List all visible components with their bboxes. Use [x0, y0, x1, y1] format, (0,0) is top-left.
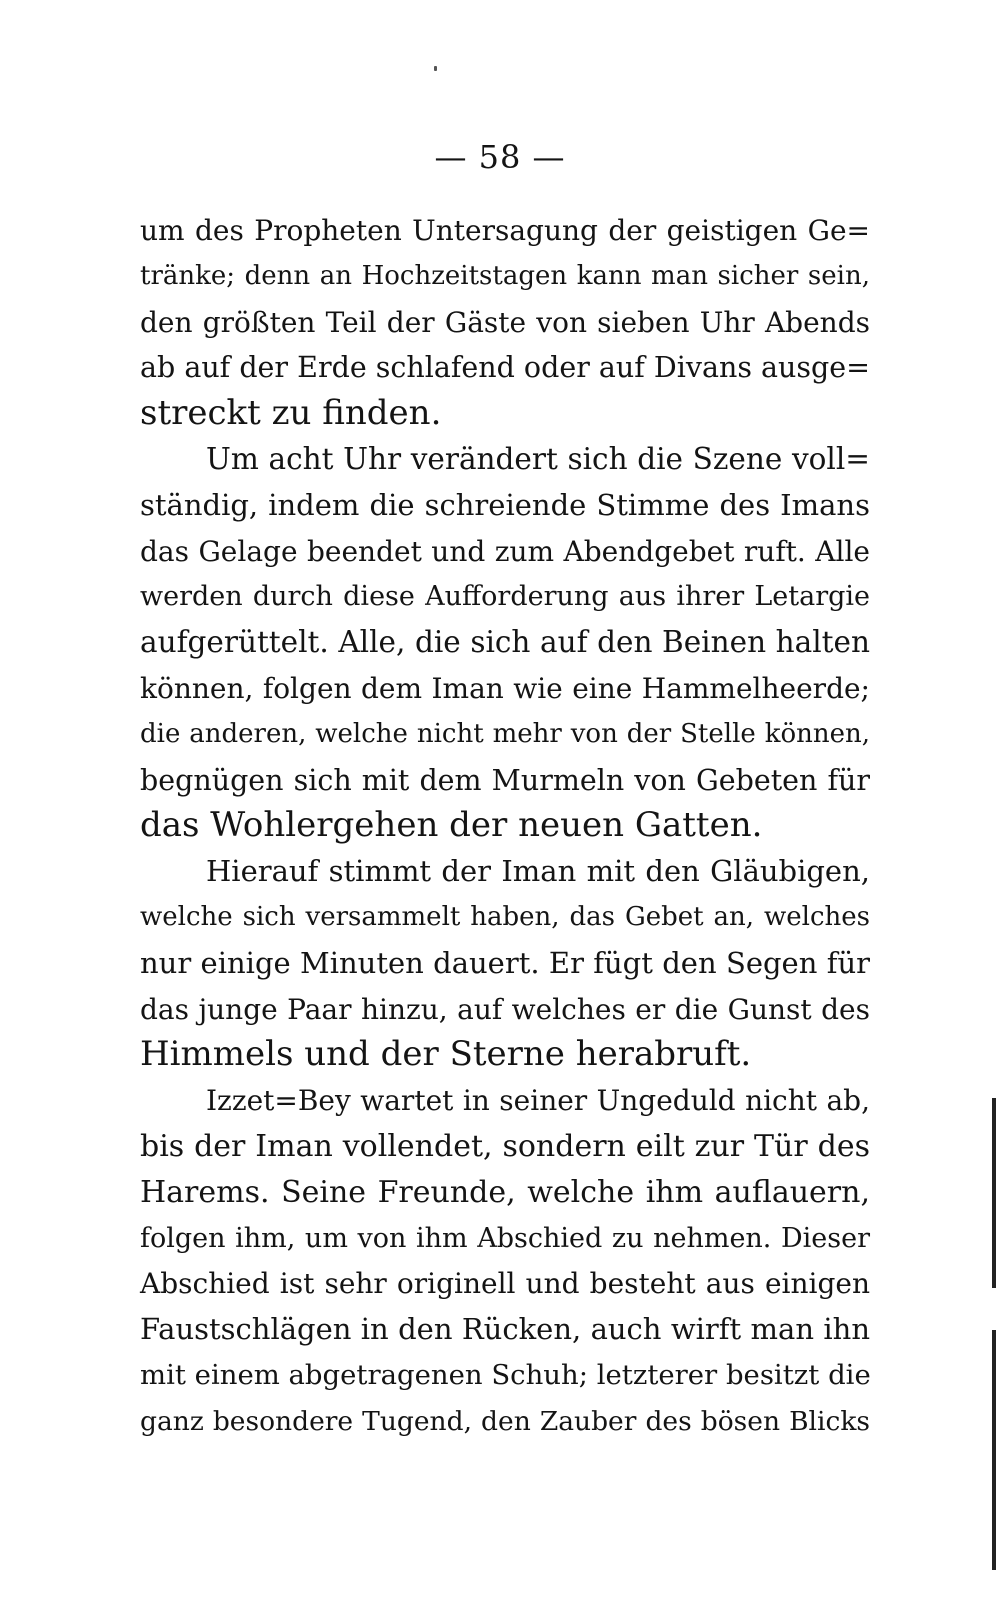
text-line: ab auf der Erde schlafend oder auf Divans ausge=	[140, 351, 870, 385]
text-line: Um acht Uhr verändert sich die Szene voll=	[206, 441, 870, 476]
text-line: Harems. Seine Freunde, welche ihm auflauern,	[140, 1174, 870, 1210]
text-line: nur einige Minuten dauert. Er fügt den Segen für	[140, 945, 870, 980]
text-line: Abschied ist sehr originell und besteht aus einigen	[140, 1267, 870, 1301]
text-line: das Wohlergehen der neuen Gatten.	[140, 805, 763, 846]
text-line: das junge Paar hinzu, auf welches er die Gunst des	[140, 992, 870, 1026]
text-line: die anderen, welche nicht mehr von der Stelle können,	[140, 718, 870, 749]
paragraph-1	[140, 208, 870, 437]
text-line: Hierauf stimmt der Iman mit den Gläubigen,	[206, 854, 870, 889]
text-line: Izzet=Bey wartet in seiner Ungeduld nicht ab,	[206, 1084, 870, 1118]
text-line: um des Propheten Untersagung der geistigen Ge=	[140, 214, 870, 247]
text-line: welche sich versammelt haben, das Gebet an, welches	[140, 901, 870, 932]
paragraph-2	[140, 437, 870, 849]
text-line: tränke; denn an Hochzeitstagen kann man sicher sein,	[140, 260, 870, 291]
page-number: — 58 —	[434, 138, 566, 176]
text-line: folgen ihm, um von ihm Abschied zu nehmen. Dieser	[140, 1222, 870, 1254]
page-edge-shadow	[992, 1098, 996, 1288]
paragraph-4	[140, 1078, 870, 1444]
text-line: streckt zu finden.	[140, 393, 442, 434]
text-line: ständig, indem die schreiende Stimme des Imans	[140, 487, 870, 522]
page-edge-shadow	[992, 1330, 996, 1570]
text-line: aufgerüttelt. Alle, die sich auf den Beinen halten	[140, 625, 870, 660]
ink-speck	[434, 66, 437, 71]
text-line: begnügen sich mit dem Murmeln von Gebeten für	[140, 763, 870, 797]
body-text	[140, 208, 870, 1445]
text-line: können, folgen dem Iman wie eine Hammelheerde;	[140, 671, 870, 705]
paragraph-3	[140, 849, 870, 1078]
text-line: ganz besondere Tugend, den Zauber des bösen Blicks	[140, 1405, 870, 1437]
text-line: Himmels und der Sterne herabruft.	[140, 1034, 752, 1075]
text-line: werden durch diese Aufforderung aus ihrer Letargie	[140, 581, 870, 613]
text-line: den größten Teil der Gäste von sieben Uhr Abends	[140, 305, 870, 339]
text-line: das Gelage beendet und zum Abendgebet ruft. Alle	[140, 534, 870, 568]
text-line: bis der Iman vollendet, sondern eilt zur Tür des	[140, 1128, 870, 1164]
text-line: mit einem abgetragenen Schuh; letzterer besitzt die	[140, 1358, 871, 1391]
text-line: Faustschlägen in den Rücken, auch wirft man ihn	[140, 1312, 870, 1347]
